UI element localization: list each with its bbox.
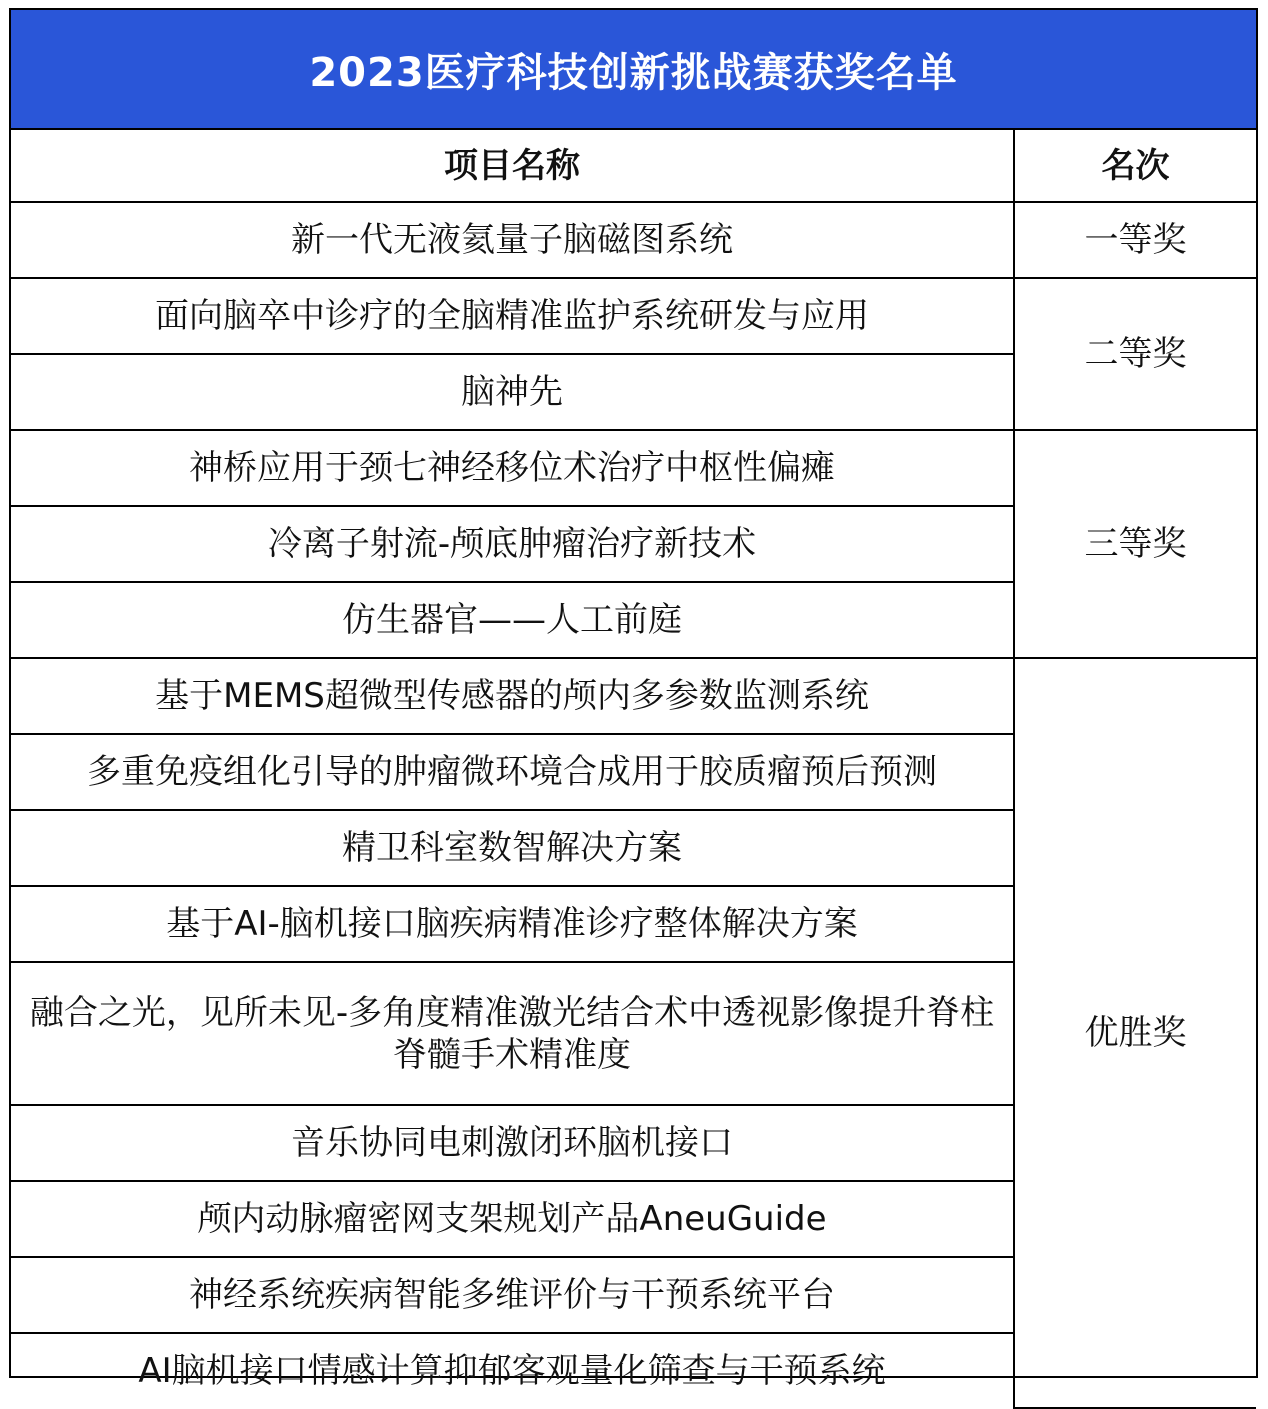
table-row xyxy=(11,278,1256,354)
project-name-cell: 神桥应用于颈七神经移位术治疗中枢性偏瘫 xyxy=(11,430,1014,506)
project-name-cell: 面向脑卒中诊疗的全脑精准监护系统研发与应用 xyxy=(11,278,1014,354)
table-header-row xyxy=(11,130,1256,202)
rank-cell: 三等奖 xyxy=(1014,430,1256,658)
table-row xyxy=(11,658,1256,734)
column-header-rank: 名次 xyxy=(1014,130,1256,202)
project-name-cell: 融合之光，见所未见-多角度精准激光结合术中透视影像提升脊柱脊髓手术精准度 xyxy=(11,962,1014,1105)
project-name-cell: 新一代无液氦量子脑磁图系统 xyxy=(11,202,1014,278)
project-name-cell: 冷离子射流-颅底肿瘤治疗新技术 xyxy=(11,506,1014,582)
project-name-cell: 多重免疫组化引导的肿瘤微环境合成用于胶质瘤预后预测 xyxy=(11,734,1014,810)
page-title: 2023医疗科技创新挑战赛获奖名单 xyxy=(11,10,1256,130)
table-row xyxy=(11,430,1256,506)
award-list-sheet xyxy=(9,8,1258,1391)
project-name-cell: 基于MEMS超微型传感器的颅内多参数监测系统 xyxy=(11,658,1014,734)
project-name-cell: 神经系统疾病智能多维评价与干预系统平台 xyxy=(11,1257,1014,1333)
project-name-cell: 脑神先 xyxy=(11,354,1014,430)
rank-cell: 优胜奖 xyxy=(1014,658,1256,1408)
project-name-cell: 仿生器官——人工前庭 xyxy=(11,582,1014,658)
project-name-cell: 音乐协同电刺激闭环脑机接口 xyxy=(11,1105,1014,1181)
project-name-cell: 颅内动脉瘤密网支架规划产品AneuGuide xyxy=(11,1181,1014,1257)
rank-cell: 一等奖 xyxy=(1014,202,1256,278)
rank-cell: 二等奖 xyxy=(1014,278,1256,430)
project-name-cell: AI脑机接口情感计算抑郁客观量化筛查与干预系统 xyxy=(11,1333,1014,1408)
project-name-cell: 基于AI-脑机接口脑疾病精准诊疗整体解决方案 xyxy=(11,886,1014,962)
award-table xyxy=(11,130,1256,1409)
project-name-cell: 精卫科室数智解决方案 xyxy=(11,810,1014,886)
column-header-project: 项目名称 xyxy=(11,130,1014,202)
table-row xyxy=(11,202,1256,278)
